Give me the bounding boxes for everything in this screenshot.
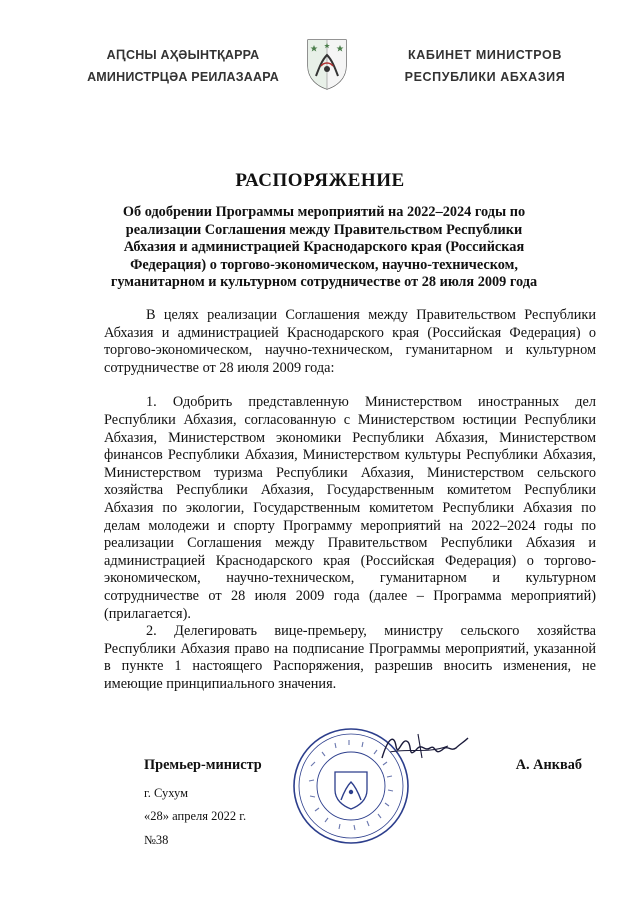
item-2-paragraph: 2. Делегировать вице-премьеру, министру сельского хозяйства Республики Абхазия право на подписание Программы мероприятий, указанной в пункте 1 настоящего Распоряжения, разрешив вносить изменения, не имеющие принципиального значения. bbox=[104, 623, 596, 692]
item-1-paragraph: 1. Одобрить представленную Министерством иностранных дел Республики Абхазия, согласованную с Министерством юстиции Республики Абхазия, Министерством экономики Республики Абхазия, Министерством финансов Республики Абхазия, Министерством культуры Республики Абхазия, Министерством туризма Республики Абхазия, Министерством сельского хозяйства Республики Абхазия, Государственным комитетом Республики Абхазия по экологии, Государственным комитетом Республики Абхазия по делам молодежи и спорту Программу мероприятий на 2022–2024 годы по реализации Соглашения между Правительством Республики Абхазия и администрацией Краснодарского края (Российская Федерация) о торгово-экономическом, научно-техническом, гуманитарном и культурном сотрудничестве от 28 июля 2009 года (далее – Программа мероприятий) (прилагается). bbox=[104, 394, 596, 622]
issue-date: «28» апреля 2022 г. bbox=[144, 809, 247, 823]
abkhazia-coat-of-arms-icon bbox=[306, 38, 348, 90]
header-right-line1: КАБИНЕТ МИНИСТРОВ bbox=[408, 48, 562, 62]
header-abkhaz-name bbox=[78, 44, 288, 88]
header-cabinet-name bbox=[380, 44, 590, 88]
document-number: №38 bbox=[144, 833, 169, 847]
document-header bbox=[0, 38, 640, 98]
preamble-paragraph: В целях реализации Соглашения между Правительством Республики Абхазия и администрацией Краснодарского края (Российская Федерация) о торгово-экономическом, научно-техническом, гуманитарном и культурном сотрудничестве от 28 июля 2009 года: bbox=[104, 307, 596, 376]
document-body bbox=[104, 307, 596, 693]
signatory-name: А. Анкваб bbox=[515, 757, 582, 773]
signatory-position: Премьер-министр bbox=[144, 757, 262, 773]
issue-city: г. Сухум bbox=[144, 786, 189, 800]
document-subject: Об одобрении Программы мероприятий на 2022–2024 годы по реализации Соглашения между Правительством Республики Абхазия и администрацией Краснодарского края (Российская Федерация) о торгово-экономическом, научно-техническом, гуманитарном и культурном сотрудничестве от 28 июля 2009 года bbox=[110, 204, 538, 291]
header-left-line2: АМИНИСТРЦӘА РЕИЛАЗААРА bbox=[87, 70, 279, 84]
header-right-line2: РЕСПУБЛИКИ АБХАЗИЯ bbox=[404, 70, 566, 84]
handwritten-signature-icon bbox=[378, 728, 470, 768]
document-title: РАСПОРЯЖЕНИЕ bbox=[235, 170, 405, 191]
header-left-line1: АԤСНЫ АҲӘЫНТҚАРРА bbox=[106, 48, 260, 62]
